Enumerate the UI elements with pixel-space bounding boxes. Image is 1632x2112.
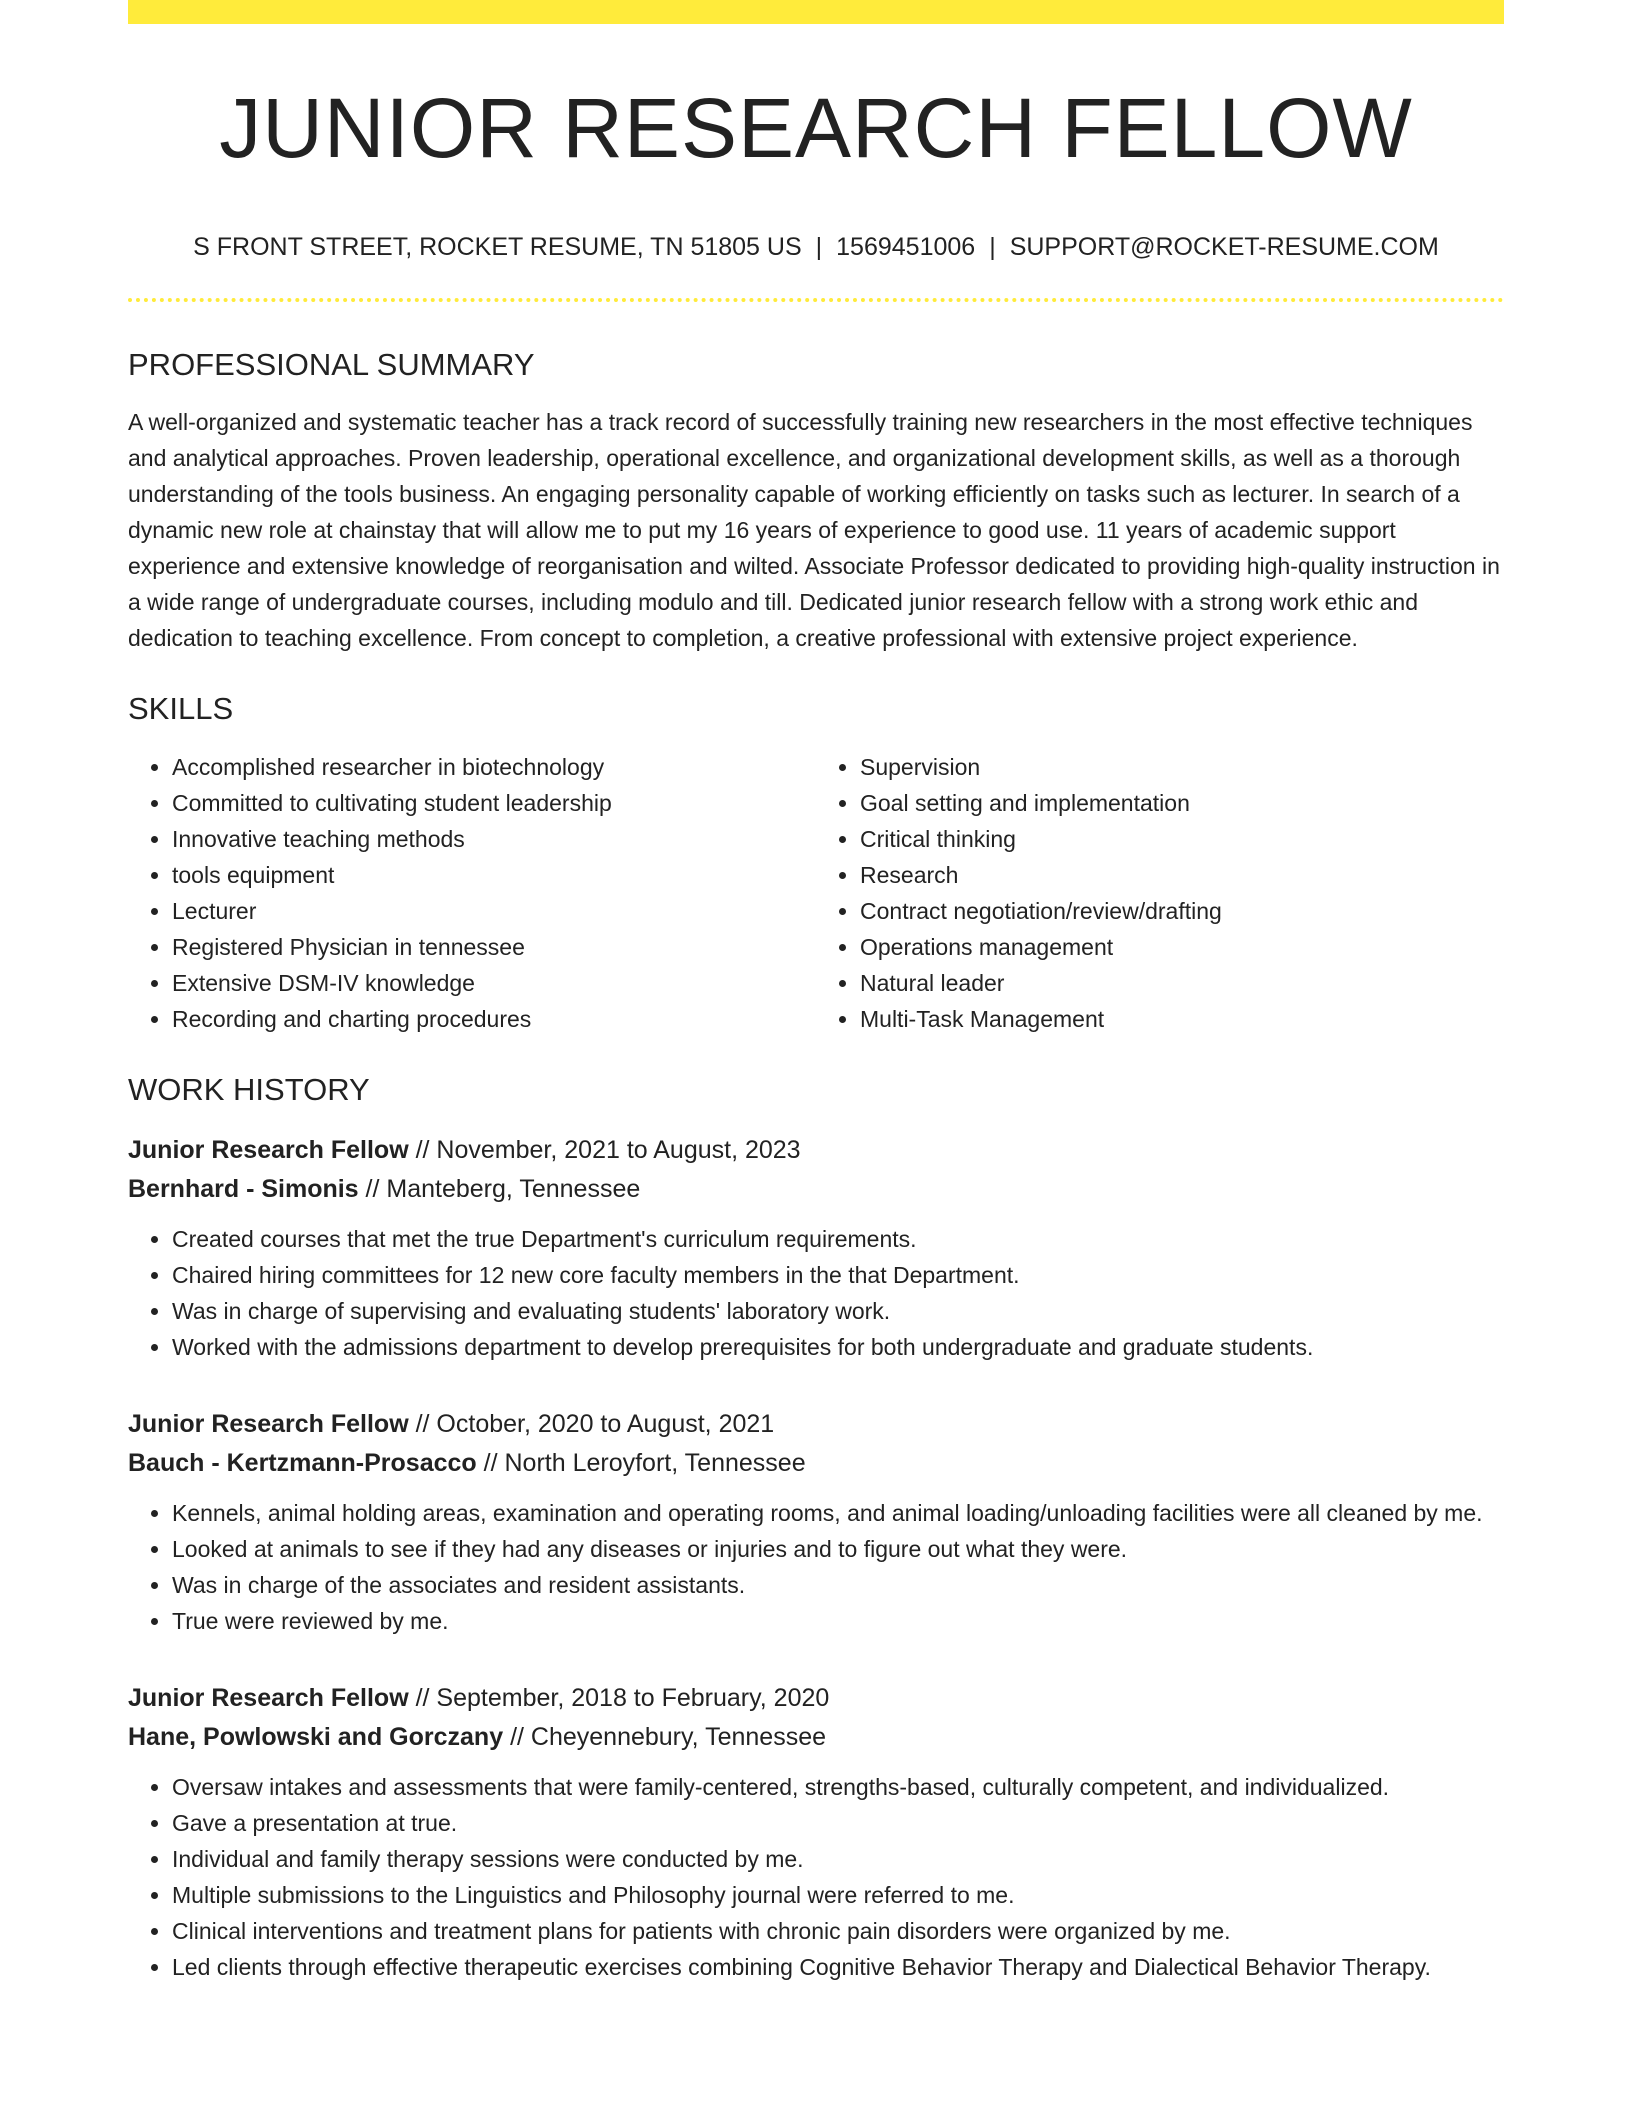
job-bullet: • Created courses that met the true Department's curriculum requirements.	[172, 1221, 1504, 1257]
skill-item: • Research	[860, 857, 1504, 893]
skill-item: • Committed to cultivating student leadership	[172, 785, 816, 821]
job-company-line	[128, 1718, 1504, 1757]
job-dates: // November, 2021 to August, 2023	[415, 1135, 801, 1164]
skill-item: • tools equipment	[172, 857, 816, 893]
job-bullet: • Individual and family therapy sessions were conducted by me.	[172, 1841, 1504, 1877]
skill-item: • Goal setting and implementation	[860, 785, 1504, 821]
job-company: Bauch - Kertzmann-Prosacco	[128, 1448, 477, 1477]
contact-address: S FRONT STREET, ROCKET RESUME, TN 51805 US	[193, 233, 802, 262]
skill-item: • Innovative teaching methods	[172, 821, 816, 857]
job-bullet: • Was in charge of supervising and evaluating students' laboratory work.	[172, 1293, 1504, 1329]
dotted-divider	[128, 298, 1504, 302]
skill-item: • Accomplished researcher in biotechnology	[172, 749, 816, 785]
job-title-line	[128, 1405, 1504, 1444]
summary-heading: PROFESSIONAL SUMMARY	[128, 347, 535, 383]
job-company: Bernhard - Simonis	[128, 1174, 359, 1203]
skill-item: • Extensive DSM-IV knowledge	[172, 965, 816, 1001]
job-title: Junior Research Fellow	[128, 1409, 409, 1438]
job-entry	[128, 1131, 1504, 1365]
job-location: // Manteberg, Tennessee	[365, 1174, 641, 1203]
skill-item: • Recording and charting procedures	[172, 1001, 816, 1037]
work-history-heading: WORK HISTORY	[128, 1071, 370, 1107]
contact-separator: |	[815, 233, 823, 262]
accent-top-bar	[128, 0, 1504, 24]
job-bullet: • Led clients through effective therapeutic exercises combining Cognitive Behavior Therapy and Dialectical Behavior Therapy.	[172, 1949, 1504, 1985]
job-company: Hane, Powlowski and Gorczany	[128, 1722, 504, 1751]
job-title: Junior Research Fellow	[128, 1135, 409, 1164]
job-title-line	[128, 1679, 1504, 1718]
skill-item: • Operations management	[860, 929, 1504, 965]
job-bullet: • Worked with the admissions department to develop prerequisites for both undergraduate and graduate students.	[172, 1329, 1504, 1365]
skills-left-column	[128, 749, 816, 1037]
resume-title: JUNIOR RESEARCH FELLOW	[219, 81, 1413, 175]
skill-item: • Supervision	[860, 749, 1504, 785]
job-bullets	[128, 1769, 1504, 1985]
job-entry	[128, 1679, 1504, 1985]
skills-columns	[128, 749, 1504, 1037]
job-company-line	[128, 1170, 1504, 1209]
job-bullet: • Gave a presentation at true.	[172, 1805, 1504, 1841]
job-location: // Cheyennebury, Tennessee	[510, 1722, 827, 1751]
job-location: // North Leroyfort, Tennessee	[483, 1448, 806, 1477]
job-bullets	[128, 1495, 1504, 1639]
job-bullet: • Kennels, animal holding areas, examination and operating rooms, and animal loading/unloading facilities were all cleaned by me.	[172, 1495, 1504, 1531]
skill-item: • Natural leader	[860, 965, 1504, 1001]
job-bullet: • Looked at animals to see if they had any diseases or injuries and to figure out what they were.	[172, 1531, 1504, 1567]
job-bullet: • Oversaw intakes and assessments that were family-centered, strengths-based, culturally competent, and individualized.	[172, 1769, 1504, 1805]
skill-item: • Critical thinking	[860, 821, 1504, 857]
summary-text: A well-organized and systematic teacher has a track record of successfully training new researchers in the most effective techniques and analytical approaches. Proven leadership, operational excellence, and organizational development skills, as well as a thorough understanding of the tools business. An engaging personality capable of working efficiently on tasks such as lecturer. In search of a dynamic new role at chainstay that will allow me to put my 16 years of experience to good use. 11 years of academic support experience and extensive knowledge of reorganisation and wilted. Associate Professor dedicated to providing high-quality instruction in a wide range of undergraduate courses, including modulo and till. Dedicated junior research fellow with a strong work ethic and dedication to teaching excellence. From concept to completion, a creative professional with extensive project experience.	[128, 409, 1500, 652]
contact-separator: |	[989, 233, 996, 262]
job-bullet: • True were reviewed by me.	[172, 1603, 1504, 1639]
job-bullet: • Was in charge of the associates and resident assistants.	[172, 1567, 1504, 1603]
job-title-line	[128, 1131, 1504, 1170]
contact-line	[128, 232, 1504, 262]
job-company-line	[128, 1444, 1504, 1483]
skill-item: • Registered Physician in tennessee	[172, 929, 816, 965]
job-title: Junior Research Fellow	[128, 1683, 409, 1712]
job-bullet: • Chaired hiring committees for 12 new core faculty members in the that Department.	[172, 1257, 1504, 1293]
skills-right-column	[816, 749, 1504, 1037]
skill-item: • Lecturer	[172, 893, 816, 929]
job-dates: // September, 2018 to February, 2020	[415, 1683, 830, 1712]
job-bullets	[128, 1221, 1504, 1365]
job-bullet: • Multiple submissions to the Linguistics and Philosophy journal were referred to me.	[172, 1877, 1504, 1913]
skill-item: • Contract negotiation/review/drafting	[860, 893, 1504, 929]
job-dates: // October, 2020 to August, 2021	[415, 1409, 775, 1438]
resume-page	[128, 0, 1504, 1985]
skill-item: • Multi-Task Management	[860, 1001, 1504, 1037]
contact-email: SUPPORT@ROCKET-RESUME.COM	[1009, 233, 1439, 262]
skills-heading: SKILLS	[128, 691, 234, 727]
contact-phone: 1569451006	[836, 233, 976, 262]
job-bullet: • Clinical interventions and treatment plans for patients with chronic pain disorders were organized by me.	[172, 1913, 1504, 1949]
job-entry	[128, 1405, 1504, 1639]
